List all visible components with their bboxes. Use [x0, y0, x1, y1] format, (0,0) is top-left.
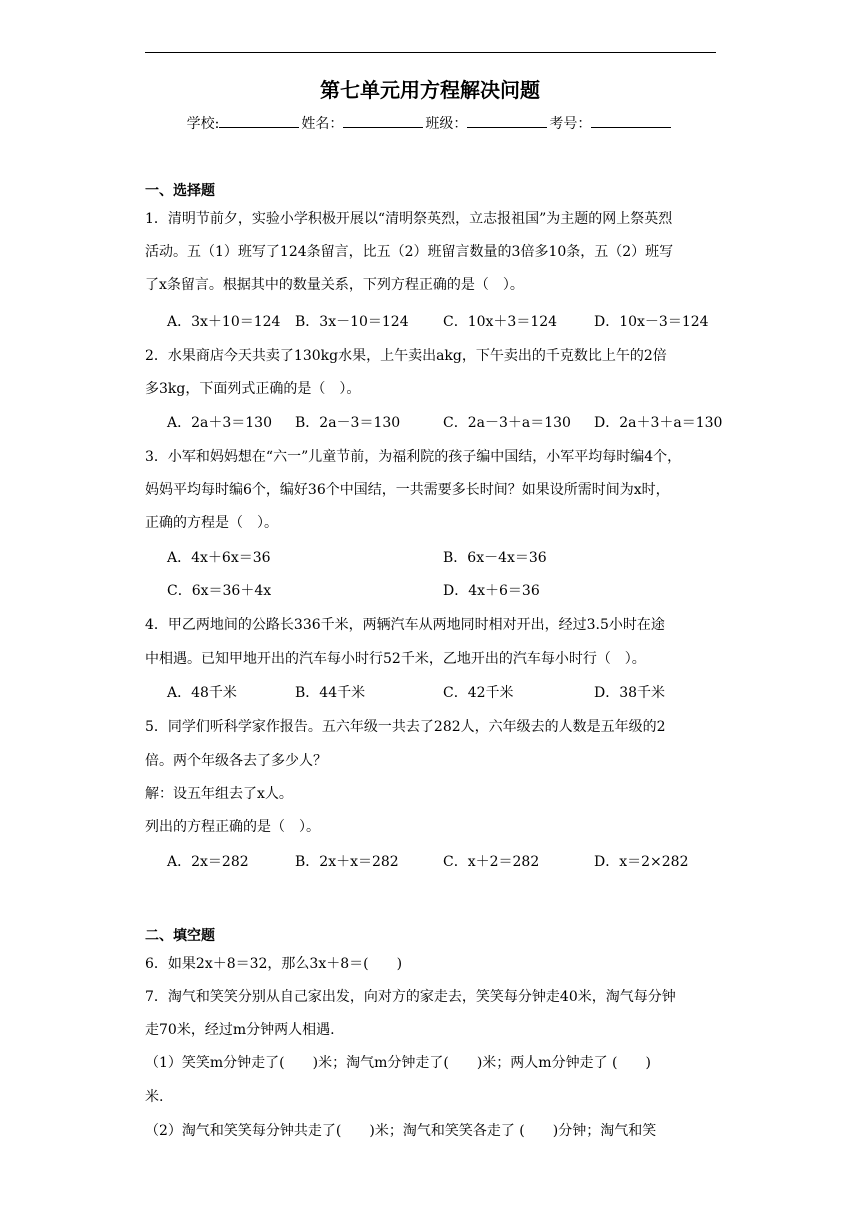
school-blank[interactable]: [219, 113, 299, 128]
q5-option-d[interactable]: D．x＝2×282: [594, 854, 689, 870]
question-2-line: 2．水果商店今天共卖了130kg水果，上午卖出akg，下午卖出的千克数比上午的2倍: [145, 348, 667, 364]
q1-option-c[interactable]: C．10x＋3＝124: [443, 314, 558, 330]
q5-option-c[interactable]: C．x＋2＝282: [443, 854, 540, 870]
q2-option-a[interactable]: A．2a＋3＝130: [167, 415, 272, 431]
student-info-line: [0, 113, 860, 133]
question-2-line: 多3kg，下面列式正确的是（ ）。: [145, 381, 361, 397]
q3-option-a[interactable]: A．4x＋6x＝36: [167, 550, 271, 566]
class-label: 班级：: [425, 116, 468, 132]
q3-option-d[interactable]: D．4x＋6＝36: [443, 583, 540, 599]
question-5-line: 倍。两个年级各去了多少人？: [145, 753, 327, 769]
q1-option-a[interactable]: A．3x＋10＝124: [167, 314, 281, 330]
q4-option-c[interactable]: C．42千米: [443, 685, 514, 701]
question-7-part-1-line: 米.: [145, 1089, 164, 1105]
question-3-line: 3．小军和妈妈想在“六一”儿童节前，为福利院的孩子编中国结，小军平均每时编4个，: [145, 449, 682, 465]
question-5-line: 列出的方程正确的是（ ）。: [145, 819, 320, 835]
question-3-line: 妈妈平均每时编6个，编好36个中国结，一共需要多长时间？如果设所需时间为x时，: [145, 482, 670, 498]
question-3-line: 正确的方程是（ ）。: [145, 515, 278, 531]
q5-option-b[interactable]: B．2x＋x＝282: [295, 854, 399, 870]
q3-option-b[interactable]: B．6x－4x＝36: [443, 550, 547, 566]
exam-no-blank[interactable]: [591, 113, 671, 128]
exam-no-label: 考号：: [549, 116, 592, 132]
question-7-part-1-line: （1）笑笑m分钟走了( )米；淘气m分钟走了( )米；两人m分钟走了 ( ): [145, 1055, 651, 1071]
question-7-line: 走70米，经过m分钟两人相遇.: [145, 1022, 335, 1038]
question-4-line: 中相遇。已知甲地开出的汽车每小时行52千米，乙地开出的汽车每小时行（ ）。: [145, 651, 646, 667]
q3-option-c[interactable]: C．6x＝36＋4x: [167, 583, 272, 599]
question-5-line: 解：设五年组去了x人。: [145, 786, 293, 802]
q2-option-c[interactable]: C．2a－3＋a＝130: [443, 415, 571, 431]
school-label: 学校:: [186, 116, 220, 132]
q4-option-a[interactable]: A．48千米: [167, 685, 237, 701]
name-blank[interactable]: [343, 113, 423, 128]
question-7-part-2-line: （2）淘气和笑笑每分钟共走了( )米；淘气和笑笑各走了 ( )分钟；淘气和笑: [145, 1123, 657, 1139]
header-rule: [145, 52, 716, 53]
q4-option-b[interactable]: B．44千米: [295, 685, 366, 701]
section-heading-fill-blank: 二、填空题: [145, 928, 215, 944]
question-1-line: 活动。五（1）班写了124条留言，比五（2）班留言数量的3倍多10条，五（2）班写: [145, 244, 674, 260]
question-7-line: 7．淘气和笑笑分别从自己家出发，向对方的家走去，笑笑每分钟走40米，淘气每分钟: [145, 989, 676, 1005]
section-heading-choice: 一、选择题: [145, 183, 215, 199]
question-1-line: 了x条留言。根据其中的数量关系，下列方程正确的是（ ）。: [145, 277, 524, 293]
q2-option-d[interactable]: D．2a＋3＋a＝130: [594, 415, 723, 431]
question-1-line: 1．清明节前夕，实验小学积极开展以“清明祭英烈，立志报祖国”为主题的网上祭英烈: [145, 211, 673, 227]
name-label: 姓名：: [301, 116, 344, 132]
q2-option-b[interactable]: B．2a－3＝130: [295, 415, 401, 431]
q5-option-a[interactable]: A．2x＝282: [167, 854, 249, 870]
question-4-line: 4．甲乙两地间的公路长336千米，两辆汽车从两地同时相对开出，经过3.5小时在途: [145, 617, 665, 633]
question-6-line: 6．如果2x＋8＝32，那么3x＋8＝( ): [145, 956, 403, 972]
class-blank[interactable]: [467, 113, 547, 128]
q1-option-b[interactable]: B．3x－10＝124: [295, 314, 409, 330]
page-title: 第七单元用方程解决问题: [320, 78, 540, 102]
question-5-line: 5．同学们听科学家作报告。五六年级一共去了282人，六年级去的人数是五年级的2: [145, 719, 666, 735]
q1-option-d[interactable]: D．10x－3＝124: [594, 314, 709, 330]
q4-option-d[interactable]: D．38千米: [594, 685, 666, 701]
